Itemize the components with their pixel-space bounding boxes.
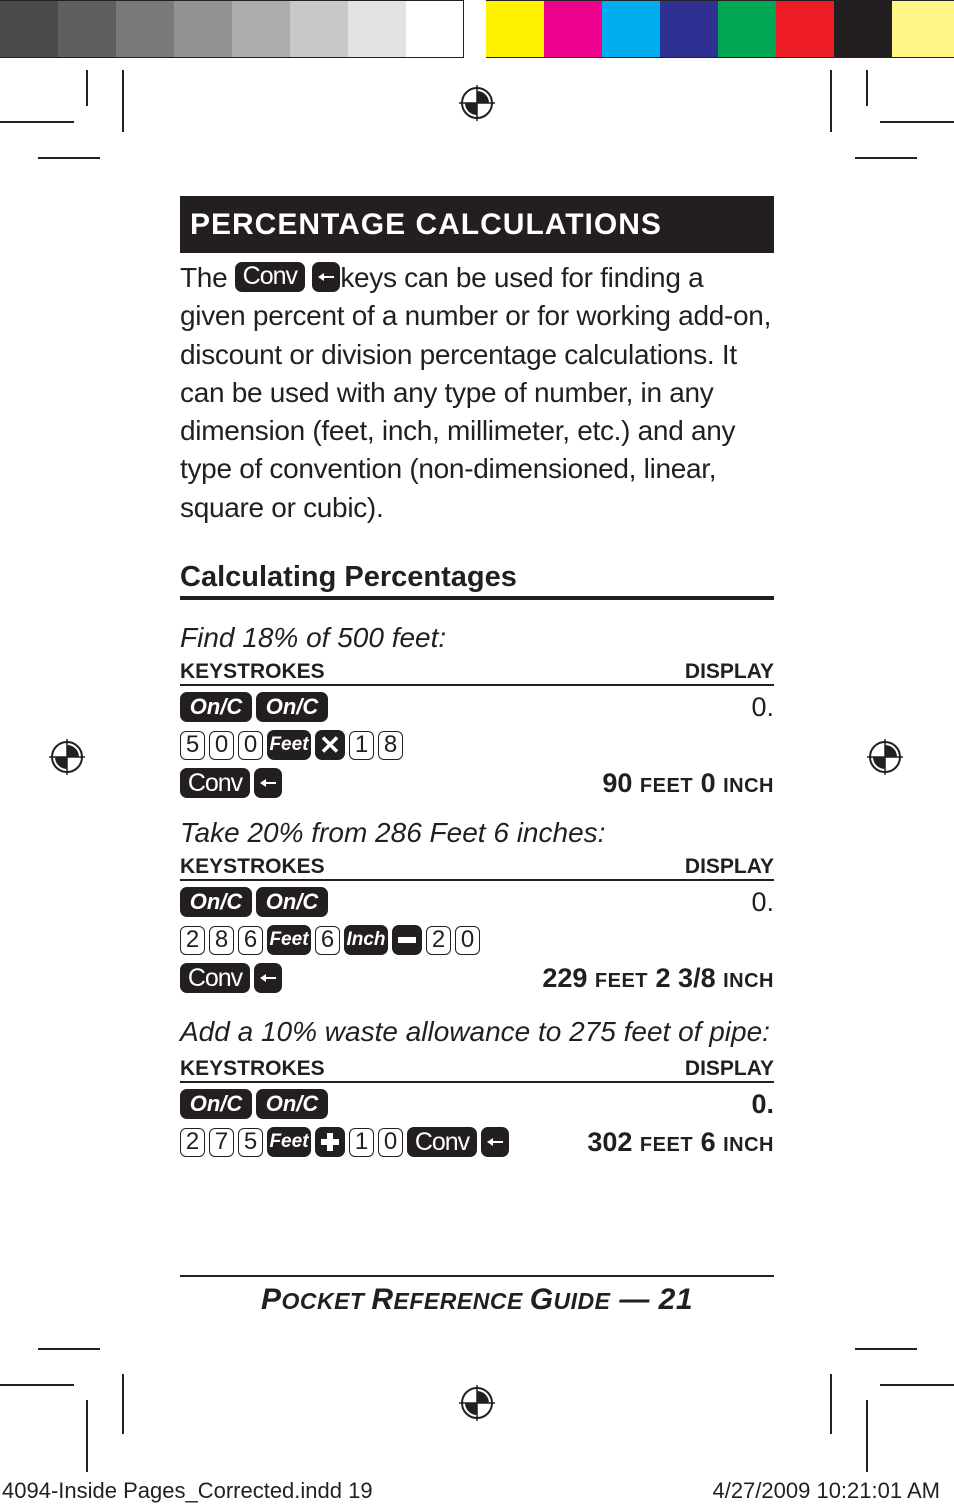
keystrokes-label: KEYSTROKES bbox=[180, 1057, 325, 1081]
display-value: 0. bbox=[751, 886, 774, 917]
result-inch-unit: INCH bbox=[723, 1133, 774, 1156]
keystroke-sequence bbox=[180, 963, 282, 993]
inch-key-icon: Inch bbox=[344, 925, 388, 955]
conv-key-icon: Conv bbox=[407, 1127, 477, 1157]
crop-mark bbox=[38, 1348, 100, 1350]
footer-smallcaps: EFERENCE bbox=[393, 1288, 530, 1314]
conv-key-icon: Conv bbox=[180, 963, 250, 993]
keystroke-sequence bbox=[180, 925, 480, 955]
percent-key-icon bbox=[254, 768, 282, 798]
page-content bbox=[180, 196, 774, 1161]
onc-key-icon: On/C bbox=[180, 1089, 252, 1119]
keystroke-sequence bbox=[180, 1127, 509, 1157]
crop-mark bbox=[866, 1400, 868, 1472]
onc-key-icon: On/C bbox=[256, 887, 328, 917]
gray-swatch bbox=[232, 0, 290, 58]
process-color-bar bbox=[486, 0, 954, 60]
crop-mark bbox=[0, 1384, 74, 1386]
feet-key-icon: Feet bbox=[267, 730, 311, 760]
column-header bbox=[180, 855, 774, 881]
keystroke-sequence bbox=[180, 730, 403, 760]
digit-key-icon: 2 bbox=[426, 926, 451, 955]
gray-swatch bbox=[348, 0, 406, 58]
crop-mark bbox=[0, 121, 74, 123]
slug-timestamp: 4/27/2009 10:21:01 AM bbox=[712, 1478, 940, 1503]
intro-paragraph bbox=[180, 259, 774, 527]
crop-mark bbox=[855, 1348, 917, 1350]
keystroke-row bbox=[180, 764, 774, 802]
page-number: — 21 bbox=[610, 1283, 694, 1316]
color-swatch bbox=[718, 0, 776, 58]
footer-initial: R bbox=[371, 1283, 394, 1316]
conv-key-icon: Conv bbox=[235, 262, 305, 292]
digit-key-icon: 0 bbox=[455, 926, 480, 955]
feet-key-icon: Feet bbox=[267, 925, 311, 955]
problem-text: Take 20% from 286 Feet 6 inches: bbox=[180, 817, 606, 849]
onc-key-icon: On/C bbox=[256, 1089, 328, 1119]
intro-text-start: The bbox=[180, 262, 228, 293]
result-feet-unit: FEET bbox=[639, 1133, 694, 1156]
color-swatch bbox=[660, 0, 718, 58]
color-swatch bbox=[602, 0, 660, 58]
keystroke-row bbox=[180, 921, 774, 959]
crop-mark bbox=[830, 1374, 832, 1434]
crop-mark bbox=[38, 157, 100, 159]
display-label: DISPLAY bbox=[684, 855, 774, 879]
result-display bbox=[587, 1127, 774, 1158]
footer-smallcaps: OCKET bbox=[281, 1288, 372, 1314]
keystroke-sequence bbox=[180, 1089, 328, 1119]
crop-mark bbox=[122, 1374, 124, 1434]
result-inch-value: 0 bbox=[700, 767, 716, 798]
color-swatch bbox=[544, 0, 602, 58]
digit-key-icon: 0 bbox=[238, 731, 263, 760]
plus-key-icon bbox=[315, 1127, 345, 1157]
footer-rule bbox=[180, 1275, 774, 1277]
result-feet-unit: FEET bbox=[594, 969, 649, 992]
crop-mark bbox=[86, 70, 88, 106]
crop-mark bbox=[86, 1400, 88, 1472]
digit-key-icon: 2 bbox=[180, 926, 205, 955]
keystroke-row bbox=[180, 726, 774, 764]
conv-key-icon: Conv bbox=[180, 768, 250, 798]
color-swatch bbox=[892, 0, 954, 58]
registration-mark-icon bbox=[459, 85, 495, 121]
result-feet-value: 302 bbox=[587, 1126, 633, 1157]
digit-key-icon: 5 bbox=[180, 731, 205, 760]
gray-color-bar bbox=[0, 0, 470, 60]
percent-key-icon bbox=[481, 1127, 509, 1157]
result-feet-value: 229 bbox=[542, 962, 588, 993]
registration-mark-icon bbox=[867, 739, 903, 775]
digit-key-icon: 6 bbox=[238, 926, 263, 955]
registration-mark-icon bbox=[459, 1385, 495, 1421]
display-label: DISPLAY bbox=[684, 660, 774, 684]
digit-key-icon: 8 bbox=[209, 926, 234, 955]
feet-key-icon: Feet bbox=[267, 1127, 311, 1157]
crop-mark bbox=[830, 70, 832, 132]
crop-mark bbox=[880, 121, 954, 123]
gray-swatch bbox=[58, 0, 116, 58]
intro-text-end: keys can be used for finding a given percent of a number or for working add-on, discount or division percentage calculations. It can be used with any type of number, in any dimension (feet, inch, millimeter, etc.) and any type of convention (non-dimensioned, linear, square or cubic). bbox=[180, 262, 772, 523]
digit-key-icon: 1 bbox=[349, 731, 374, 760]
keystroke-row bbox=[180, 1123, 774, 1161]
result-feet-value: 90 bbox=[602, 767, 633, 798]
keystroke-sequence bbox=[180, 887, 328, 917]
footer-initial: G bbox=[529, 1283, 554, 1316]
digit-key-icon: 7 bbox=[209, 1128, 234, 1157]
display-value-text: 0. bbox=[751, 1088, 774, 1119]
onc-key-icon: On/C bbox=[180, 692, 252, 722]
problem-text: Find 18% of 500 feet: bbox=[180, 622, 447, 654]
example-1 bbox=[180, 621, 774, 802]
gray-swatch bbox=[174, 0, 232, 58]
color-swatch bbox=[776, 0, 834, 58]
example-3 bbox=[180, 1015, 774, 1161]
keystroke-sequence bbox=[180, 768, 282, 798]
crop-mark bbox=[122, 70, 124, 132]
percent-key-icon bbox=[254, 963, 282, 993]
result-feet-unit: FEET bbox=[639, 774, 694, 797]
digit-key-icon: 6 bbox=[315, 926, 340, 955]
onc-key-icon: On/C bbox=[256, 692, 328, 722]
display-label: DISPLAY bbox=[684, 1057, 774, 1081]
column-header bbox=[180, 1057, 774, 1083]
keystroke-row bbox=[180, 959, 774, 997]
subheading: Calculating Percentages bbox=[180, 560, 774, 600]
digit-key-icon: 1 bbox=[349, 1128, 374, 1157]
keystrokes-label: KEYSTROKES bbox=[180, 855, 325, 879]
onc-key-icon: On/C bbox=[180, 887, 252, 917]
footer-initial: P bbox=[260, 1283, 282, 1316]
multiply-key-icon: ✕ bbox=[315, 730, 345, 760]
keystroke-row bbox=[180, 1085, 774, 1123]
keystroke-row bbox=[180, 688, 774, 726]
registration-mark-icon bbox=[49, 739, 85, 775]
keystrokes-label: KEYSTROKES bbox=[180, 660, 325, 684]
digit-key-icon: 0 bbox=[378, 1128, 403, 1157]
keystroke-sequence bbox=[180, 692, 328, 722]
result-inch-unit: INCH bbox=[723, 969, 774, 992]
result-inch-value: 6 bbox=[700, 1126, 716, 1157]
crop-mark bbox=[880, 1384, 954, 1386]
result-inch-value: 2 3/8 bbox=[655, 962, 716, 993]
digit-key-icon: 2 bbox=[180, 1128, 205, 1157]
example-2 bbox=[180, 816, 774, 997]
display-value: 0. bbox=[751, 691, 774, 722]
digit-key-icon: 0 bbox=[209, 731, 234, 760]
column-header bbox=[180, 660, 774, 686]
percent-key-icon bbox=[312, 262, 340, 292]
color-swatch bbox=[486, 0, 544, 58]
minus-key-icon bbox=[392, 925, 422, 955]
slug-filename: 4094-Inside Pages_Corrected.indd 19 bbox=[2, 1478, 373, 1503]
section-heading: PERCENTAGE CALCULATIONS bbox=[180, 196, 774, 253]
page-footer bbox=[180, 1283, 774, 1317]
gray-swatch bbox=[406, 0, 464, 58]
result-display bbox=[602, 768, 774, 799]
digit-key-icon: 8 bbox=[378, 731, 403, 760]
crop-mark bbox=[866, 70, 868, 106]
digit-key-icon: 5 bbox=[238, 1128, 263, 1157]
result-display bbox=[542, 963, 774, 994]
gray-swatch bbox=[0, 0, 58, 58]
result-inch-unit: INCH bbox=[723, 774, 774, 797]
display-value bbox=[751, 1089, 774, 1120]
crop-mark bbox=[855, 157, 917, 159]
color-swatch bbox=[834, 0, 892, 58]
footer-smallcaps: UIDE bbox=[553, 1288, 611, 1314]
problem-text: Add a 10% waste allowance to 275 feet of pipe: bbox=[180, 1016, 770, 1048]
keystroke-row bbox=[180, 883, 774, 921]
gray-swatch bbox=[116, 0, 174, 58]
gray-swatch bbox=[290, 0, 348, 58]
